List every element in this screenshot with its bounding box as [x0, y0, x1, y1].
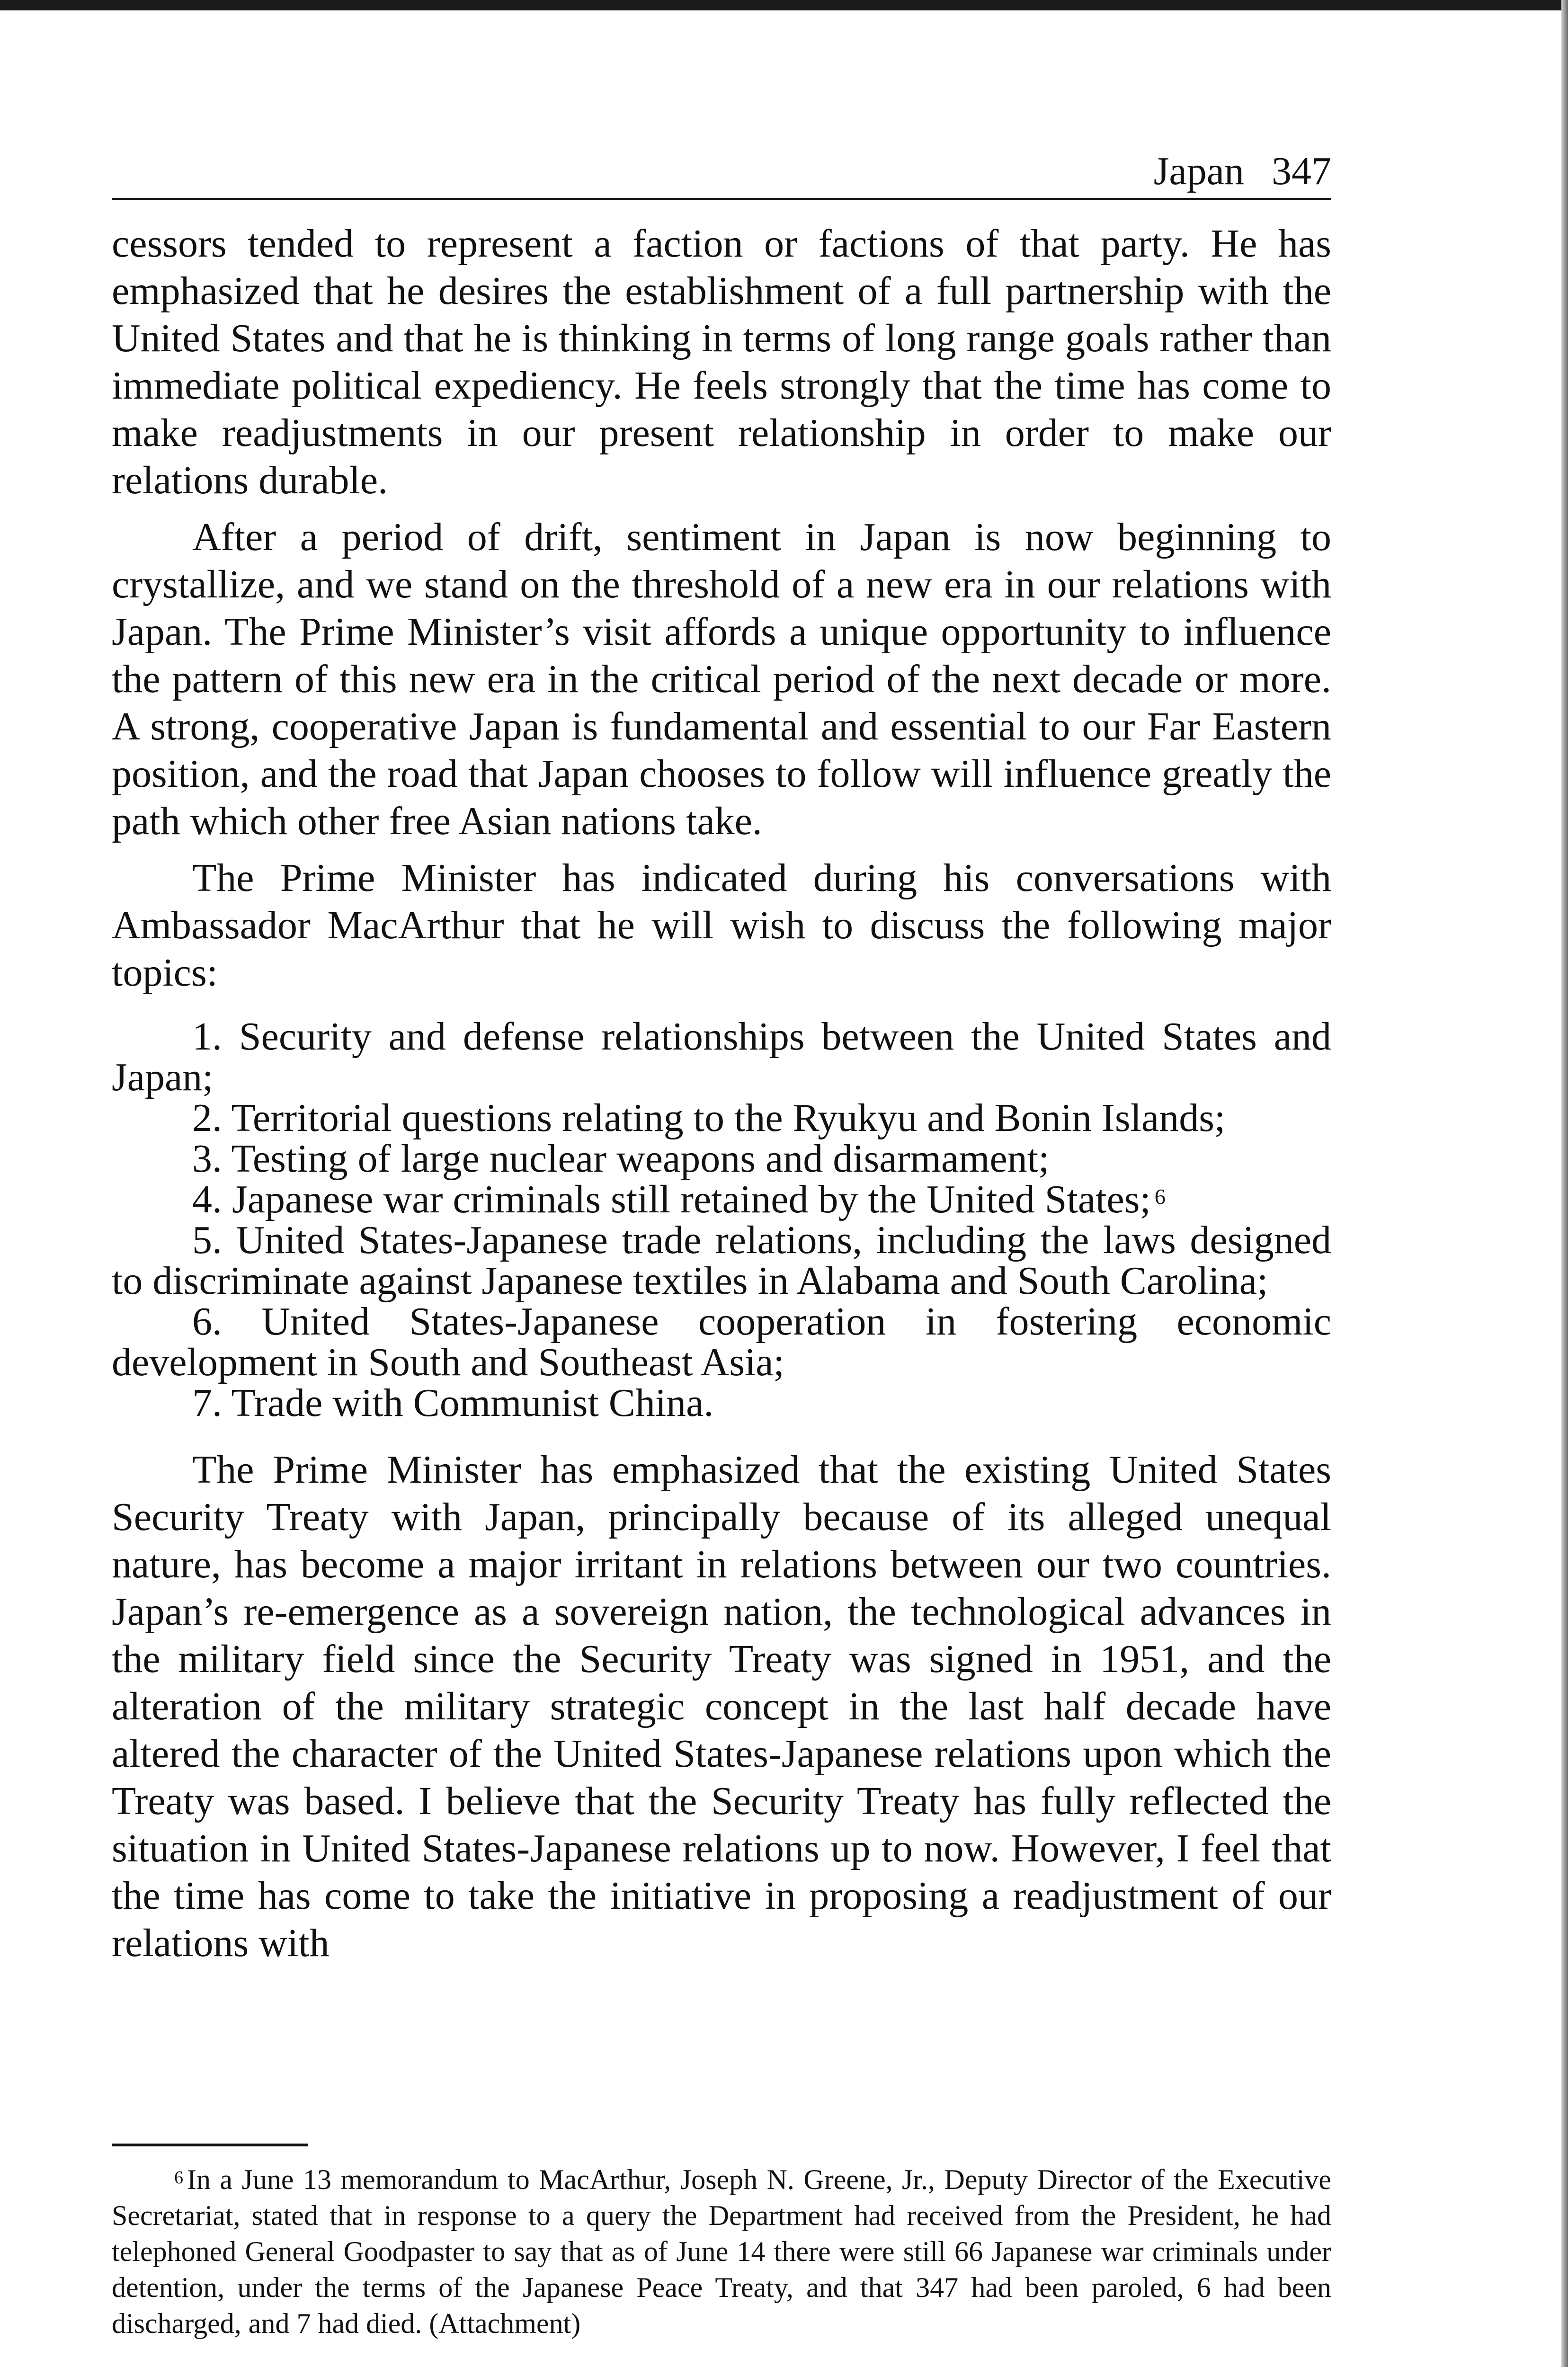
- footnote-reference: 6: [1154, 1184, 1166, 1209]
- document-page: [112, 142, 1331, 1976]
- paragraph: The Prime Minister has indicated during his conversations with Ambassador MacArthur that he will wish to discuss the following major topics:: [112, 856, 1331, 995]
- topic-item: 5. United States-Japanese trade relations, including the laws designed to discriminate against Japanese textiles in Alabama and South Carolina;: [112, 1218, 1331, 1303]
- topic-item: 6. United States-Japanese cooperation in fostering economic development in South and Southeast Asia;: [112, 1299, 1331, 1384]
- paragraph-continued: cessors tended to represent a faction or factions of that party. He has emphasized that he desires the establishment of a full partnership with the United States and that he is thinking in terms of long range goals rather than immediate political expediency. He feels strongly that the time has come to make readjustments in our present relationship in order to make our relations durable.: [112, 222, 1331, 502]
- scan-top-border: [0, 0, 1568, 10]
- scan-right-edge: [1561, 0, 1568, 2367]
- footnote-text: In a June 13 memorandum to MacArthur, Joseph N. Greene, Jr., Deputy Director of the Executive Secretariat, stated that in response to a query the Department had received from the President, he had telephoned General Goodpaster to say that as of June 14 there were still 66 Japanese war criminals under detention, under the terms of the Japanese Peace Treaty, and that 347 had been paroled, 6 had been discharged, and 7 had died. (Attachment): [112, 2164, 1331, 2339]
- body-text: [112, 220, 1331, 1967]
- topics-list: [112, 1016, 1331, 1424]
- topic-item-with-footnote: [112, 1179, 1331, 1220]
- topic-item-text: 4. Japanese war criminals still retained by the United States;: [192, 1177, 1151, 1221]
- header-title: Japan: [1153, 149, 1244, 193]
- topic-item: 1. Security and defense relationships between the United States and Japan;: [112, 1014, 1331, 1099]
- paragraph: After a period of drift, sentiment in Japan is now beginning to crystallize, and we stand on the threshold of a new era in our relations with Japan. The Prime Minister’s visit affords a unique opportunity to influence the pattern of this new era in the critical period of the next decade or more. A strong, cooperative Japan is fundamental and essential to our Far Eastern position, and the road that Japan chooses to follow will influence greatly the path which other free Asian nations take.: [112, 515, 1331, 843]
- topic-item: 3. Testing of large nuclear weapons and disarmament;: [192, 1137, 1050, 1181]
- topic-item: 7. Trade with Communist China.: [192, 1381, 714, 1425]
- topic-item: 2. Territorial questions relating to the Ryukyu and Bonin Islands;: [192, 1096, 1226, 1140]
- footnote-rule: [112, 2144, 308, 2146]
- footnote-marker: 6: [174, 2168, 183, 2188]
- page-number: 347: [1272, 149, 1331, 193]
- running-header: [112, 142, 1331, 200]
- footnote: [112, 2162, 1331, 2341]
- paragraph: The Prime Minister has emphasized that the existing United States Security Treaty with Japan, principally because of its alleged unequal nature, has become a major irritant in relations between our two countries. Japan’s re-emergence as a sovereign nation, the technological advances in the military field since the Security Treaty was signed in 1951, and the alteration of the military strategic concept in the last half decade have altered the character of the United States-Japanese relations upon which the Treaty was based. I believe that the Security Treaty has fully reflected the situation in United States-Japanese relations up to now. However, I feel that the time has come to take the initiative in proposing a readjustment of our relations with: [112, 1448, 1331, 1965]
